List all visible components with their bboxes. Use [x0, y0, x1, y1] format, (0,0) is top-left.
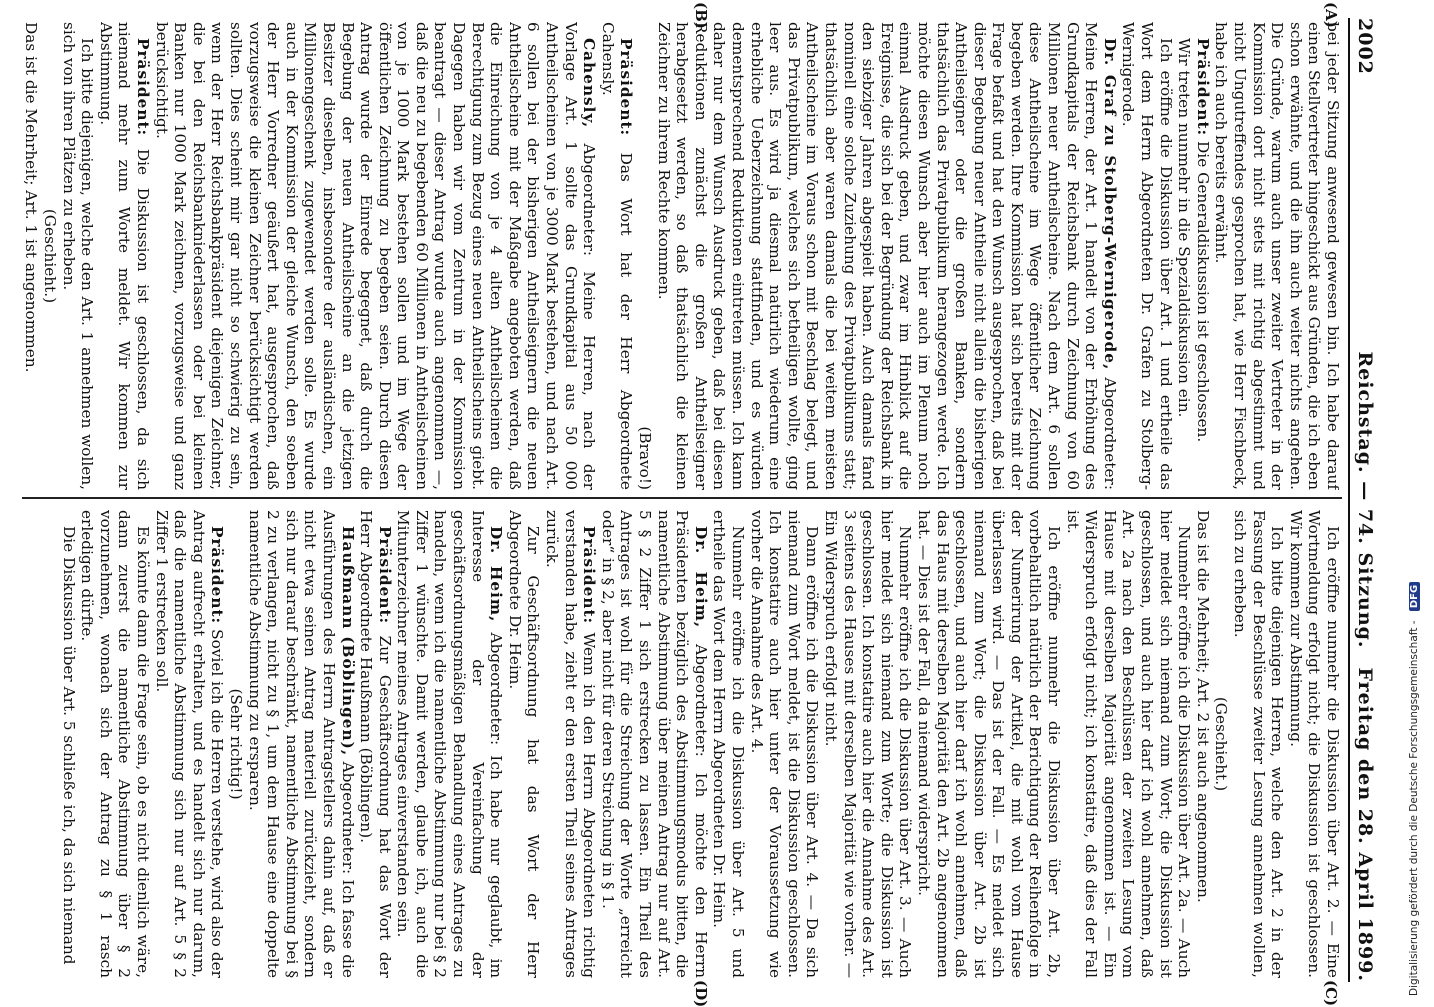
- paragraph: Ich bitte diejenigen Herren, welche den Art. 2 in der Fassung der Beschlüsse zweiter Lesung annehmen wollen, sich zu erheben.: [1231, 510, 1287, 978]
- paragraph: Präsident: Die Generaldiskussion ist geschlossen.: [1193, 38, 1212, 443]
- paragraph: Ich bitte diejenigen, welche den Art. 1 annehmen wollen, sich von ihren Plätzen zu erheben.: [59, 22, 97, 490]
- paragraph: (Sehr richtig!): [226, 688, 245, 800]
- paragraph: Präsident: Soviel ich die Herren verstehe, wird also der Antrag aufrecht erhalten, und es handelt sich nur darum, daß die namentliche Abstimmung sich nur auf Art. 5 § 2 Ziffer 1 erstrecken soll.: [152, 510, 227, 978]
- paragraph: Präsident: Zur Geschäftsordnung hat das Wort der Herr Abgeordnete Haußmann (Böblingen).: [357, 510, 394, 978]
- paragraph: bei jeder Sitzung anwesend gewesen bin. Ich habe darauf einen Stellvertreter hingeschickt aus Gründen, die ich eben schon erwähnte, und die ihn auch weiter nichts angehen. Die Gründe, warum auch unser zweiter Vertreter in der Kommission dort nicht stets mit richtig abgestimmt und nicht Ungutreffendes gesprochen hat, wie Herr Fischbeck, habe ich auch bereits erwähnt.: [1212, 22, 1342, 490]
- paragraph: (Geschieht.): [1212, 696, 1231, 792]
- margin-marker-d: (D): [692, 980, 710, 1007]
- margin-marker-c: (C): [1322, 980, 1340, 1007]
- margin-marker-a: (A): [1322, 2, 1340, 28]
- right-column: [22, 510, 1342, 978]
- paragraph: Präsident: Wenn ich den Herrn Abgeordneten richtig verstanden habe, zieht er den ersten Theil seines Antrages zurück.: [543, 510, 599, 978]
- paragraph: Nunmehr eröffne ich die Diskussion über Art. 2a. — Auch hier meldet sich niemand zum Wort; die Diskussion ist geschlossen, und auch hier darf ich wohl annehmen, daß Art. 2a nach den Beschlüssen der zweiten Lesung vom Hause mit derselben Majorität angenommen ist. — Ein Widerspruch erfolgt nicht; ich konstatire, daß dies der Fall ist.: [1063, 510, 1194, 978]
- paragraph: Haußmann (Böblingen), Abgeordneter: Ich fasse die Ausführungen des Herrn Antragstellers dahin auf, daß er nicht etwa seinen Antrag materiell zurückzieht, sondern sich nur darauf beschränkt, namentliche Abstimmung bei § 2 zu verlangen, nicht zu § 1, um dem Hause eine doppelte namentliche Abstimmung zu ersparen.: [245, 510, 357, 978]
- paragraph: Ich eröffne nunmehr die Diskussion über Art. 2b, vorbehaltlich natürlich der Berichtigung der Reihenfolge in der Numerirung der Artikel, die mit wohl vom Hause überlassen wird. — Das ist der Fall. — Es meldet sich niemand zum Wort; die Diskussion über Art. 2b ist geschlossen, und auch hier darf ich wohl annehmen, daß das Haus mit derselben Majorität den Art. 2b angenommen hat. — Dies ist der Fall, da niemand widerspricht.: [914, 510, 1064, 978]
- paragraph: Dann eröffne ich die Diskussion über Art. 4. — Da sich niemand zum Wort meldet, ist die Diskussion geschlossen. Ich konstatire auch hier unter der Voraussetzung wie vorher die Annahme des Art. 4.: [747, 510, 822, 978]
- paragraph: Die Diskussion über Art. 5 schließe ich, da sich niemand: [59, 526, 78, 965]
- paragraph: Dr. Heim, Abgeordneter: Ich habe nur geglaubt, im Interesse der Vereinfachung der geschäftsordnungsmäßigen Behandlung eines Antrages zu handeln, wenn ich die namentliche Abstimmung nur bei § 2 Ziffer 1 wünschte. Damit werden, glaube ich, auch die Mitunterzeichner meines Antrages einverstanden sein.: [394, 510, 506, 978]
- footer-text: Digitalisierung gefördert durch die Deutsche Forschungsgemeinschaft -: [1408, 620, 1420, 996]
- paragraph: (Bravo!): [636, 426, 655, 490]
- paragraph: Dr. Graf zu Stolberg-Wernigerode, Abgeordneter: Meine Herren, der Art. 1 handelt von der Erhöhung des Grundkapitals der Reichsbank durch Zeichnung von 60 Millionen neuer Antheilscheine. Nach dem Art. 6 sollen diese Antheilscheine im Wege öffentlicher Zeichnung begeben werden. Ihre Kommission hat sich bereits mit der Frage befaßt und hat den Wunsch ausgesprochen, daß bei dieser Begebung neuer Antheile nicht allein die bisherigen Antheilseigner oder die großen Banken, sondern thatsächlich das Privatpublikum herangezogen werde. Ich möchte diesen Wunsch aber hier auch im Plenum noch einmal Ausdruck geben, und zwar im Hinblick auf die Ereignisse, die sich bei der Begründung der Reichsbank in den siebziger Jahren abgespielt haben. Auch damals fand nominell eine solche Zuziehung des Privatpublikums statt; thatsächlich aber waren damals die bei weitem meisten Antheilscheine im Voraus schon mit Beschlag belegt, und das Privatpublikum, welches sich betheiligen wollte, ging leer aus. Es wird ja diesmal natürlich wiederum eine erhebliche Ueberzeichnung stattfinden, und es würden dementsprechend Reduktionen eintreten müssen. Ich kann daher nur dem Wunsch Ausdruck geben, daß bei diesen Reduktionen zunächst die großen Antheilseigner herabgesetzt werden, so daß thatsächlich die kleinen Zeichner zu ihrem Rechte kommen.: [654, 22, 1119, 490]
- margin-marker-b: (B): [692, 2, 710, 29]
- digitization-footer: [1408, 0, 1426, 996]
- page-title: Reichstag. — 74. Sitzung.: [1354, 351, 1376, 649]
- page-number: 2002: [1354, 18, 1376, 75]
- paragraph: Nunmehr eröffne ich die Diskussion über Art. 5 und ertheile das Wort dem Herrn Abgeordneten Dr. Heim.: [710, 510, 747, 978]
- paragraph: Das ist die Mehrheit; Art. 1 ist angenommen.: [22, 22, 41, 373]
- header-rule: [1348, 18, 1350, 982]
- paragraph: Ich eröffne die Diskussion über Art. 1 und ertheile das Wort dem Herrn Abgeordneten Dr. Grafen zu Stolberg-Wernigerode.: [1119, 22, 1175, 490]
- paragraph: Präsident: Die Diskussion ist geschlossen, da sich niemand mehr zum Worte meldet. Wir kommen zur Abstimmung.: [96, 22, 152, 490]
- left-column: [22, 22, 1342, 490]
- page-date: Freitag den 28. April 1899.: [1354, 667, 1376, 982]
- paragraph: (Geschieht.): [41, 208, 60, 304]
- column-divider: [22, 497, 1342, 499]
- paragraph: Nunmehr eröffne ich die Diskussion über Art. 3. — Auch hier meldet sich niemand zum Worte; die Diskussion ist geschlossen. Ich konstatire auch hier die Annahme des Art. 3 seitens des Hauses mit derselben Majorität wie vorher. — Ein Widerspruch erfolgt nicht.: [821, 510, 915, 978]
- page-header: [1350, 18, 1380, 982]
- paragraph: Dr. Heim, Abgeordneter: Ich möchte den Herrn Präsidenten bezüglich des Abstimmungsmodus bitten, die namentliche Abstimmung über meinen Antrag nur auf Art. 5 § 2 Ziffer 1 sich erstrecken zu lassen. Ein Theil des Antrages ist wohl für die Streichung der Worte „erreicht oder“ in § 2, aber nicht für deren Streichung in § 1.: [598, 510, 710, 978]
- paragraph: Präsident: Das Wort hat der Herr Abgeordnete Cahensly.: [598, 22, 636, 490]
- paragraph: Wir treten nunmehr in die Spezialdiskussion ein.: [1175, 38, 1194, 418]
- paragraph: Ich eröffne nunmehr die Diskussion über Art. 2. — Eine Wortmeldung erfolgt nicht; die Diskussion ist geschlossen. Wir kommen zur Abstimmung.: [1286, 510, 1342, 978]
- paragraph: Cahensly, Abgeordneter: Meine Herren, nach der Vorlage Art. 1 sollte das Grundkapital aus 50 000 Antheilscheinen von je 3000 Mark bestehen, und nach Art. 6 sollen bei der bisherigen Antheilseignern die neuen Antheilscheine mit der Maßgabe angeboten werden, daß die Einreichung von je 4 alten Antheilscheinen die Berechtigung zum Bezug eines neuen Antheilscheins giebt. Dagegen haben wir vom Zentrum in der Kommission beantragt — dieser Antrag wurde auch angenommen —, daß die neu zu begebenden 60 Millionen in Antheilscheinen von je 1000 Mark bestehen sollen und im Wege der öffentlichen Zeichnung zu begeben seien. Durch diesen Antrag wurde der Einrede begegnet, daß durch die Begebung der neuen Antheilscheine an die jetzigen Besitzer dieselben, insbesondere der ausländischen, ein Millionengeschenk zugewendet werden solle. Es wurde auch in der Kommission der gleiche Wunsch, den soeben der Herr Vorredner geäußert hat, ausgesprochen, daß vorzugsweise die kleinen Zeichner berücksichtigt werden sollten. Dies scheint mir gar nicht so schwierig zu sein, wenn der Herr Reichsbankpräsident diejenigen Zeichner, die bei den Reichsbankniederlassen oder bei kleinen Banken nur 1000 Mark zeichnen, vorzugsweise und ganz berücksichtigt.: [152, 22, 599, 490]
- paragraph: Zur Geschäftsordnung hat das Wort der Herr Abgeordnete Dr. Heim.: [505, 510, 543, 978]
- paragraph: Es könnte dann die Frage sein, ob es nicht dienlich wäre, dann zuerst die namentliche Abstimmung über § 2 vorzunehmen, wonach sich der Antrag zu § 1 rasch erledigen dürfte.: [78, 510, 152, 978]
- dfg-logo: DFG: [1409, 582, 1420, 611]
- paragraph: Das ist die Mehrheit; Art. 2 ist auch angenommen.: [1193, 510, 1212, 903]
